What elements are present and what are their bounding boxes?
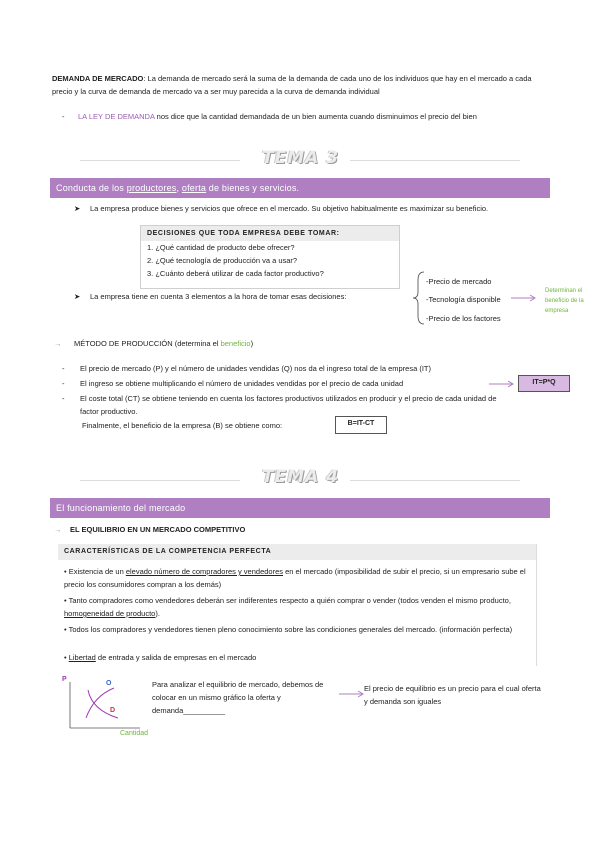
item-underlined: homogeneidad de producto	[64, 609, 156, 618]
graph-cantidad-label: Cantidad	[120, 730, 149, 737]
arrow-right-icon	[338, 689, 366, 699]
decisiones-item-3: 3. ¿Cuánto deberá utilizar de cada factor productivo?	[147, 269, 324, 278]
item-underlined: Libertad	[68, 653, 96, 662]
band-text-post: de bienes y servicios.	[206, 183, 300, 193]
item-text: •	[64, 653, 69, 662]
item-text: • Existencia de un	[64, 567, 126, 576]
empresa-paragraph: La empresa produce bienes y servicios que ofrece en el mercado. Su objetivo habitualmente es maximizar su beneficio.	[90, 204, 489, 213]
caracteristica-item-4	[64, 651, 538, 664]
band-text-mid: ,	[176, 183, 182, 193]
item-text: ).	[155, 609, 160, 618]
line-bullet: -	[62, 364, 65, 373]
item-text: • Todos los compradores y vendedores tienen pleno conocimiento sobre las condiciones generales del mercado. (información perfecta)	[64, 625, 513, 634]
ley-paragraph	[78, 110, 540, 123]
metodo-text: MÉTODO DE PRODUCCIÓN (determina el	[74, 339, 221, 348]
caracteristica-item-1	[64, 565, 538, 591]
arrow-right-icon	[488, 379, 516, 389]
graph-o-label: O	[106, 680, 112, 687]
arrow-bullet: ➤	[74, 204, 81, 213]
line-ingreso: El ingreso se obtiene multiplicando el número de unidades vendidas por el precio de cada unidad	[80, 379, 404, 388]
decisiones-item-1: 1. ¿Qué cantidad de producto debe ofrecer?	[147, 243, 295, 252]
formula-it-box: IT=P*Q	[518, 375, 570, 392]
elemento-tecnologia: -Tecnología disponible	[426, 295, 501, 304]
line-coste-total: El coste total (CT) se obtiene teniendo en cuenta los factores productivos utilizados en producir y el precio de cada unidad de factor productivo.	[80, 394, 497, 416]
caracteristica-item-2	[64, 594, 538, 620]
item-underlined: elevado número de compradores y vendedores	[125, 567, 284, 576]
tema4-rule-left	[80, 480, 240, 481]
tema3-rule-right	[350, 160, 520, 161]
band-productores: productores	[126, 183, 177, 193]
band-oferta: oferta	[181, 183, 207, 193]
tiene-cuenta-text: La empresa tiene en cuenta 3 elementos a la hora de tomar esas decisiones:	[90, 292, 347, 301]
item-text: de entrada y salida de empresas en el mercado	[95, 653, 257, 662]
elemento-precio: -Precio de mercado	[426, 277, 492, 286]
decisiones-item-2: 2. ¿Qué tecnología de producción va a usar?	[147, 256, 298, 265]
elemento-factores: -Precio de los factores	[426, 314, 501, 323]
item-text: en el mercado (imposibilidad de subir el precio, si un empresario sube el precio los consumidores compran a los demás)	[64, 567, 526, 589]
graph-p-label: P	[62, 676, 67, 683]
precio-equilibrio-text: El precio de equilibrio es un precio para el cual oferta y demanda son iguales	[364, 684, 541, 706]
demanda-text: : La demanda de mercado será la suma de la demanda de cada uno de los individuos que hay en el mercado a cada precio y la curva de demanda de mercado va a ser muy parecida a la curva de demanda individual	[52, 74, 532, 96]
equilibrio-arrow: →	[54, 525, 62, 534]
line-bullet: -	[62, 379, 65, 388]
demanda-term: DEMANDA DE MERCADO	[52, 74, 144, 83]
metodo-end: )	[250, 339, 254, 348]
ley-text: nos dice que la cantidad demandada de un bien aumenta cuando disminuimos el precio del bien	[154, 112, 477, 121]
tema3-band	[50, 178, 550, 198]
graph-d-label: D	[110, 707, 116, 714]
arrow-bullet: ➤	[74, 292, 81, 301]
line-ingreso-total: El precio de mercado (P) y el número de unidades vendidas (Q) nos da el ingreso total de la empresa (IT)	[80, 364, 432, 373]
metodo-beneficio: beneficio	[220, 339, 251, 348]
finalmente-text: Finalmente, el beneficio de la empresa (B) se obtiene como:	[82, 421, 283, 430]
analizar-text: Para analizar el equilibrio de mercado, debemos de colocar en un mismo gráfico la oferta y demanda__________	[152, 680, 324, 715]
metodo-heading	[74, 337, 253, 350]
decisiones-title: DECISIONES QUE TODA EMPRESA DEBE TOMAR:	[141, 226, 399, 241]
tema4-title: TEMA 4	[262, 467, 340, 487]
tema3-rule-left	[80, 160, 240, 161]
band-text-pre: Conducta de los	[56, 183, 127, 193]
tema4-rule-right	[350, 480, 520, 481]
formula-b-box: B=IT-CT	[335, 416, 387, 434]
ley-term: LA LEY DE DEMANDA	[78, 112, 155, 121]
equilibrio-heading: EL EQUILIBRIO EN UN MERCADO COMPETITIVO	[70, 525, 246, 534]
brace-icon	[412, 270, 426, 326]
tema3-title: TEMA 3	[262, 148, 340, 168]
metodo-arrow: →	[54, 339, 62, 348]
ley-bullet: -	[62, 112, 65, 121]
caracteristica-item-3	[64, 623, 538, 636]
item-text: • Tanto compradores como vendedores deberán ser indiferentes respecto a quién comprar o vender (todos venden el mismo producto,	[64, 596, 511, 605]
caracteristicas-title: CARACTERÍSTICAS DE LA COMPETENCIA PERFECTA	[58, 544, 536, 560]
decisiones-box	[140, 225, 400, 289]
determinan-note: Determinan el beneficio de la empresa	[545, 288, 584, 314]
tema4-band: El funcionamiento del mercado	[50, 498, 550, 518]
demanda-paragraph	[52, 72, 550, 98]
line-bullet: -	[62, 394, 65, 403]
arrow-right-icon	[510, 293, 538, 303]
